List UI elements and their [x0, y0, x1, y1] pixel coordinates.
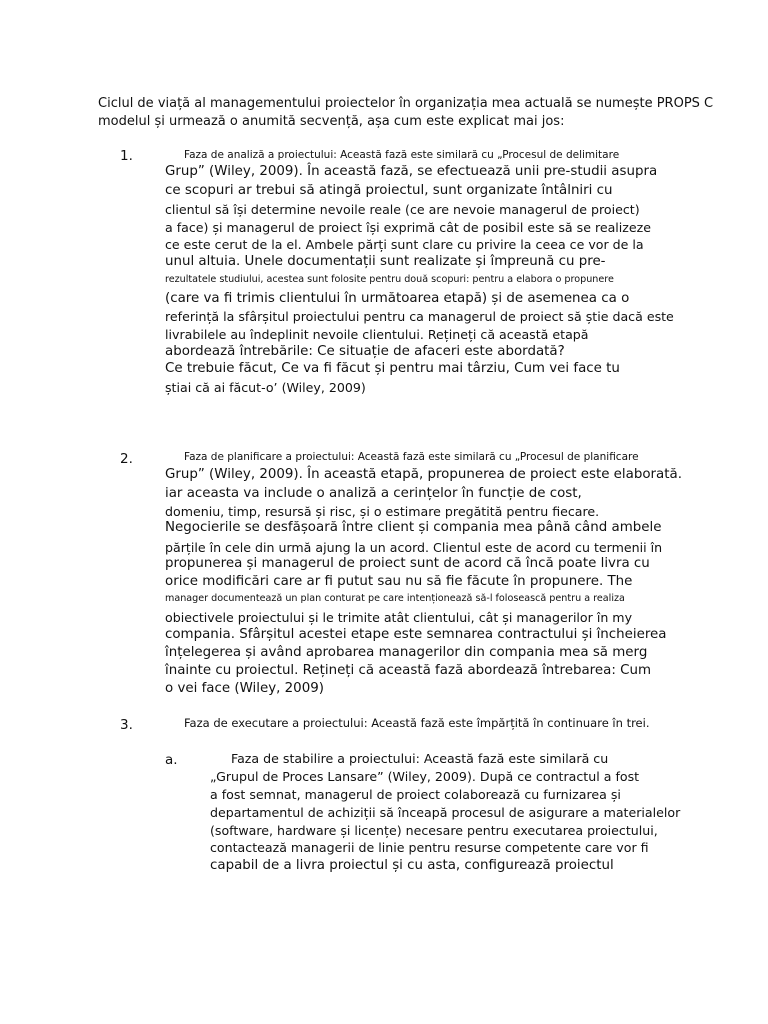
item1-line: Ce trebuie făcut, Ce va fi făcut și pentru mai târziu, Cum vei face tu	[165, 361, 620, 376]
intro-line: Ciclul de viață al managementului proiectelor în organizația mea actuală se numește PROPS C	[98, 96, 714, 111]
itemA-line: capabil de a livra proiectul și cu asta, configurează proiectul	[210, 858, 614, 873]
item2-line: o vei face (Wiley, 2009)	[165, 681, 324, 696]
list-number: 1.	[120, 148, 133, 164]
item1-line: (care va fi trimis clientului în următoarea etapă) și de asemenea ca o	[165, 291, 630, 306]
itemA-line: departamentul de achiziții să înceapă procesul de asigurare a materialelor	[210, 805, 681, 820]
item2-line: obiectivele proiectului și le trimite atât clientului, cât și managerilor în my	[165, 610, 633, 625]
item1-line: unul altuia. Unele documentații sunt realizate și împreună cu pre-	[165, 254, 606, 269]
item3-line: Faza de executare a proiectului: Această fază este împărțită în continuare în trei.	[184, 716, 650, 730]
item1-line: ce scopuri ar trebui să atingă proiectul, sunt organizate întâlniri cu	[165, 183, 613, 198]
item2-line: domeniu, timp, resursă și risc, și o estimare pregătită pentru fiecare.	[165, 504, 600, 519]
item1-line: Faza de analiză a proiectului: Această fază este similară cu „Procesul de delimitare	[184, 149, 620, 161]
itemA-line: Faza de stabilire a proiectului: Această fază este similară cu	[231, 751, 609, 766]
item2-line: orice modificări care ar fi putut sau nu să fie făcute în propunere. The	[165, 574, 633, 589]
list-number: 2.	[120, 451, 133, 467]
item1-line: abordează întrebările: Ce situație de afaceri este abordată?	[165, 344, 565, 359]
item1-line: Grup” (Wiley, 2009). În această fază, se efectuează unii pre-studii asupra	[165, 164, 658, 179]
item2-line: părțile în cele din urmă ajung la un acord. Clientul este de acord cu termenii în	[165, 540, 663, 555]
itemA-line: contactează managerii de linie pentru resurse competente care vor fi	[210, 840, 649, 855]
item1-line: știai că ai făcut-o’ (Wiley, 2009)	[165, 380, 366, 395]
item1-line: clientul să își determine nevoile reale (ce are nevoie managerul de proiect)	[165, 202, 640, 217]
item2-line: Grup” (Wiley, 2009). În această etapă, propunerea de proiect este elaborată.	[165, 467, 682, 482]
item2-line: propunerea și managerul de proiect sunt de acord că încă poate livra cu	[165, 556, 650, 571]
item2-line: înainte cu proiectul. Rețineți că această fază abordează întrebarea: Cum	[165, 663, 651, 678]
intro-line: modelul și urmează o anumită secvență, așa cum este explicat mai jos:	[98, 114, 565, 129]
itemA-line: „Grupul de Proces Lansare” (Wiley, 2009). După ce contractul a fost	[210, 769, 640, 784]
item1-line: rezultatele studiului, acestea sunt folosite pentru două scopuri: pentru a elabora o propunere	[165, 274, 614, 285]
item2-line: înțelegerea și având aprobarea managerilor din compania mea să merg	[165, 645, 648, 660]
item1-line: livrabilele au îndeplinit nevoile clientului. Rețineți că această etapă	[165, 327, 589, 342]
item2-line: Faza de planificare a proiectului: Această fază este similară cu „Procesul de planificare	[184, 451, 639, 463]
item1-line: ce este cerut de la el. Ambele părți sunt clare cu privire la ceea ce vor de la	[165, 237, 644, 252]
list-number: 3.	[120, 717, 133, 733]
item1-line: a face) și managerul de proiect își exprimă cât de posibil este să se realizeze	[165, 220, 652, 235]
item2-line: iar aceasta va include o analiză a cerințelor în funcție de cost,	[165, 486, 582, 501]
item2-line: compania. Sfârșitul acestei etape este semnarea contractului și încheierea	[165, 627, 667, 642]
item2-line: manager documentează un plan conturat pe care intenționează să-l folosească pentru a realiza	[165, 593, 625, 604]
itemA-line: (software, hardware și licențe) necesare pentru executarea proiectului,	[210, 823, 658, 838]
item2-line: Negocierile se desfășoară între client și compania mea până când ambele	[165, 520, 662, 535]
item1-line: referință la sfârșitul proiectului pentru ca managerul de proiect să știe dacă este	[165, 309, 674, 324]
itemA-line: a fost semnat, managerul de proiect colaborează cu furnizarea și	[210, 787, 621, 802]
list-letter: a.	[165, 752, 178, 768]
